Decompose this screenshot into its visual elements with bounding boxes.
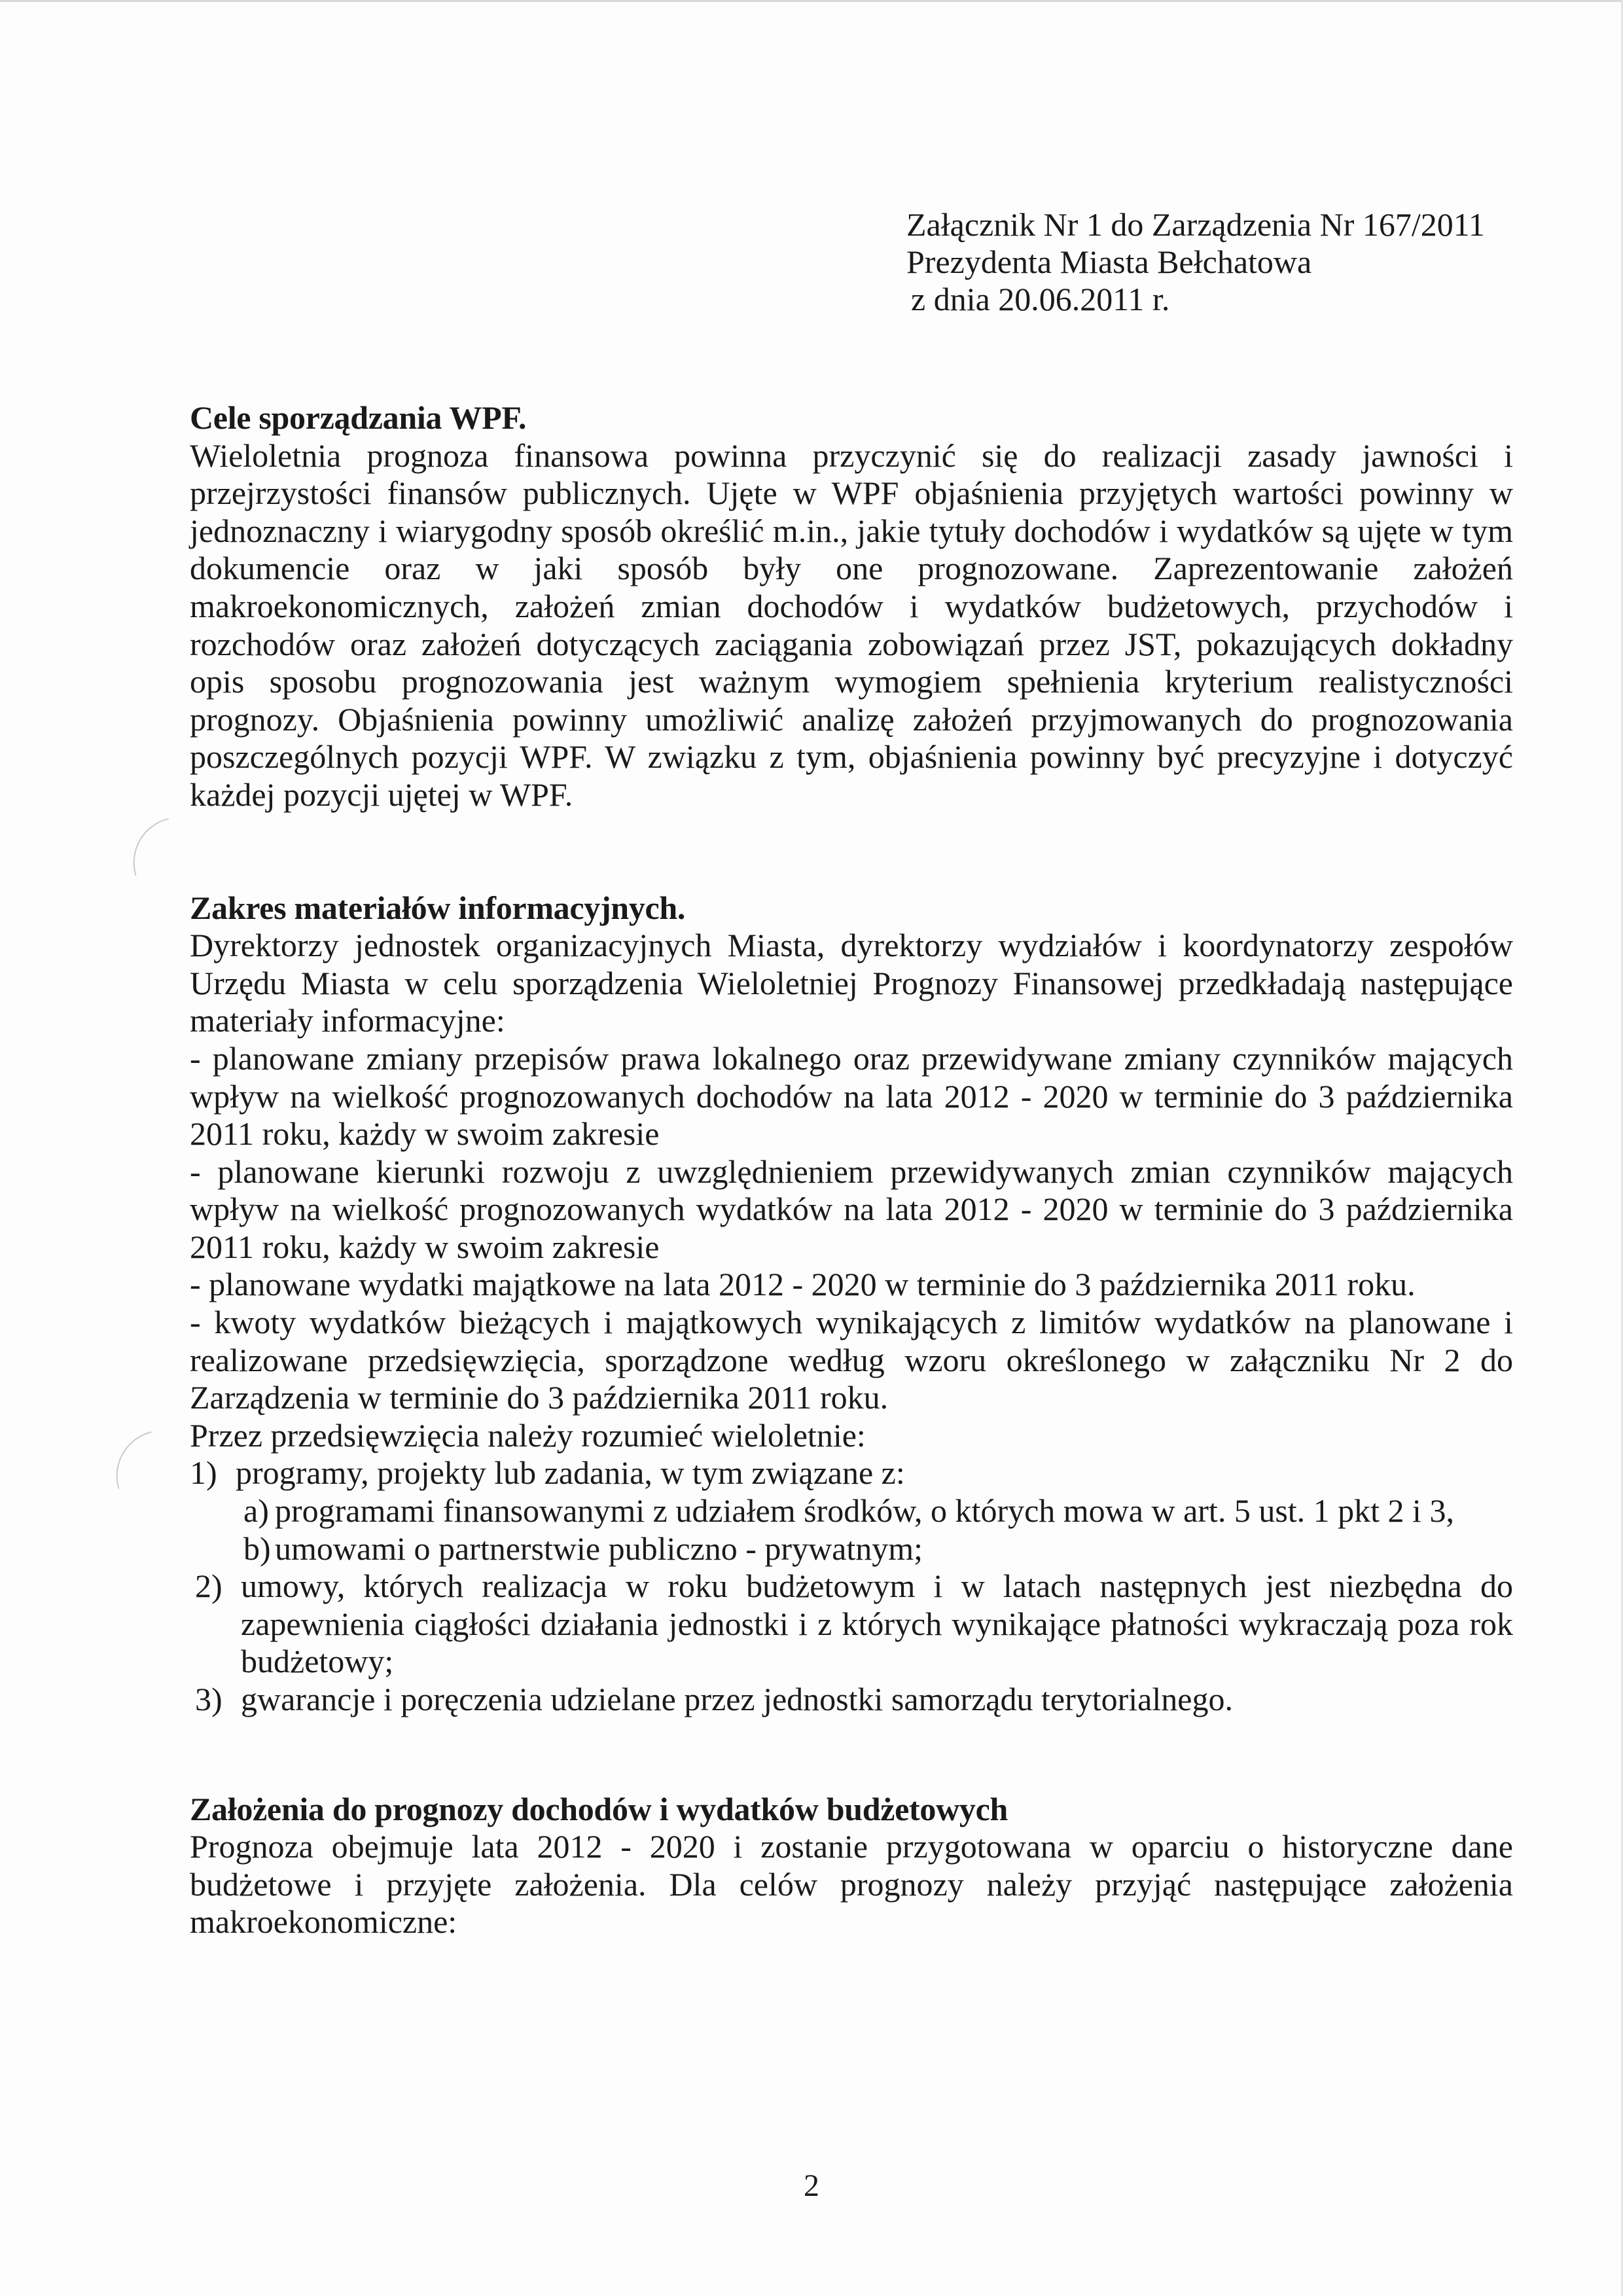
page-top-edge xyxy=(0,0,1623,2)
section-paragraph: Wieloletnia prognoza finansowa powinna przyczynić się do realizacji zasady jawności i przejrzystości finansów publicznych. Ujęte w WPF objaśnienia przyjętych wartości powinny w jednoznaczny i wiarygodny sposób określić m.in., jakie tytuły dochodów i wydatków są ujęte w tym dokumencie oraz w jaki sposób były one prognozowane. Zaprezentowanie założeń makroekonomicznych, założeń zmian dochodów i wydatków budżetowych, przychodów i rozchodów oraz założeń dotyczących zaciągania zobowiązań przez JST, pokazujących dokładny opis sposobu prognozowania jest ważnym wymogiem spełnienia kryterium realistyczności prognozy. Objaśnienia powinny umożliwić analizę założeń przyjmowanych do prognozowania poszczególnych pozycji WPF. W związku z tym, objaśnienia powinny być precyzyjne i dotyczyć każdej pozycji ujętej w WPF. xyxy=(190,437,1513,813)
section-intro: Dyrektorzy jednostek organizacyjnych Miasta, dyrektorzy wydziałów i koordynatorzy zespołów Urzędu Miasta w celu sporządzenia Wieloletniej Prognozy Finansowej przedkładają następujące materiały informacyjne: xyxy=(190,927,1513,1039)
sub-item xyxy=(190,1492,1513,1530)
numbered-item xyxy=(190,1681,1513,1719)
item-text: umowy, których realizacja w roku budżetowym i w latach następnych jest niezbędna do zapewnienia ciągłości działania jednostki i z których wynikające płatności wykraczają poza rok budżetowy; xyxy=(241,1568,1513,1680)
section-heading: Zakres materiałów informacyjnych. xyxy=(190,889,686,926)
document-body xyxy=(190,399,1513,1941)
item-number: 3) xyxy=(195,1681,223,1717)
section-heading: Cele sporządzania WPF. xyxy=(190,399,527,436)
definition-intro: Przez przedsięwzięcia należy rozumieć wieloletnie: xyxy=(190,1416,866,1454)
item-number: 2) xyxy=(195,1568,223,1605)
section-heading: Założenia do prognozy dochodów i wydatków budżetowych xyxy=(190,1790,1008,1827)
numbered-item xyxy=(190,1454,1513,1492)
item-number: 1) xyxy=(190,1454,217,1492)
numbered-item xyxy=(190,1568,1513,1681)
section-assumptions xyxy=(190,1791,1513,1941)
item-text: gwarancje i poręczenia udzielane przez jednostki samorządu terytorialnego. xyxy=(241,1681,1233,1717)
bullet-item: - planowane wydatki majątkowe na lata 2012 - 2020 w terminie do 3 października 2011 roku. xyxy=(190,1266,1416,1303)
section-goals xyxy=(190,399,1513,814)
section-materials xyxy=(190,889,1513,1719)
sub-item-label: b) xyxy=(243,1530,271,1567)
section-spacer xyxy=(190,814,1513,889)
item-text: programy, projekty lub zadania, w tym związane z: xyxy=(236,1454,905,1492)
bullet-item: - planowane kierunki rozwoju z uwzględnieniem przewidywanych zmian czynników mających wpływ na wielkość prognozowanych wydatków na lata 2012 - 2020 w terminie do 3 października 2011 roku, każdy w swoim zakresie xyxy=(190,1153,1513,1265)
attachment-header xyxy=(906,206,1485,318)
sub-item-text: programami finansowanymi z udziałem środków, o których mowa w art. 5 ust. 1 pkt 2 i 3, xyxy=(275,1492,1454,1530)
sub-item-text: umowami o partnerstwie publiczno - prywatnym; xyxy=(275,1530,923,1567)
punch-hole-mark xyxy=(123,818,181,876)
section-paragraph: Prognoza obejmuje lata 2012 - 2020 i zostanie przygotowana w oparciu o historyczne dane budżetowe i przyjęte założenia. Dla celów prognozy należy przyjąć następujące założenia makroekonomiczne: xyxy=(190,1828,1513,1941)
date-line: z dnia 20.06.2011 r. xyxy=(911,281,1170,317)
bullet-item: - kwoty wydatków bieżących i majątkowych wynikających z limitów wydatków na planowane i realizowane przedsięwzięcia, sporządzone według wzoru określonego w załączniku Nr 2 do Zarządzenia w terminie do 3 października 2011 roku. xyxy=(190,1304,1513,1416)
section-spacer xyxy=(190,1719,1513,1791)
bullet-item: - planowane zmiany przepisów prawa lokalnego oraz przewidywane zmiany czynników mających wpływ na wielkość prognozowanych dochodów na lata 2012 - 2020 w terminie do 3 października 2011 roku, każdy w swoim zakresie xyxy=(190,1039,1513,1153)
issuer-line: Prezydenta Miasta Bełchatowa xyxy=(906,243,1312,280)
attachment-title: Załącznik Nr 1 do Zarządzenia Nr 167/2011 xyxy=(906,206,1485,243)
page-number: 2 xyxy=(804,2168,819,2203)
sub-item xyxy=(190,1530,1513,1568)
punch-hole-mark xyxy=(106,1431,164,1489)
sub-item-label: a) xyxy=(243,1492,269,1530)
